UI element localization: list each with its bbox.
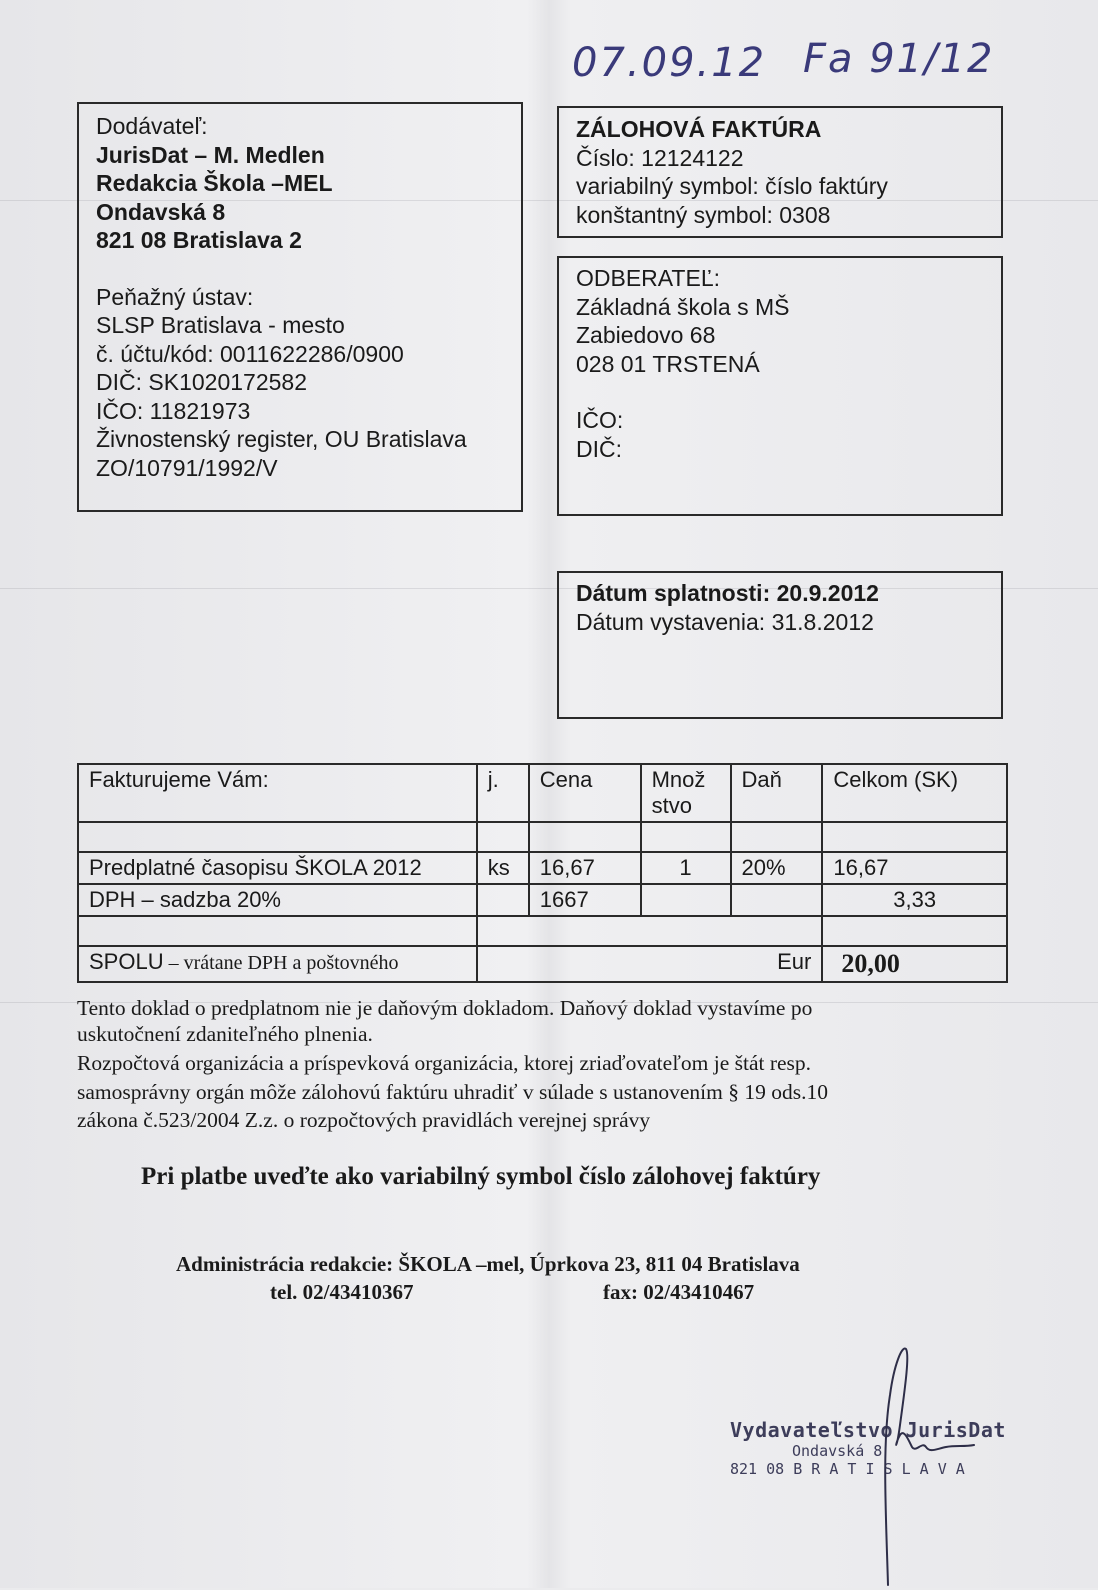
- bank-account: č. účtu/kód: 0011622286/0900: [96, 340, 404, 367]
- customer-box: [557, 256, 1003, 516]
- header-quantity: Množ stvo: [641, 764, 731, 822]
- customer-city: 028 01 TRSTENÁ: [576, 350, 760, 377]
- dates-box: [557, 571, 1003, 719]
- supplier-dic: DIČ: SK1020172582: [96, 369, 307, 395]
- supplier-street: Ondavská 8: [96, 198, 226, 225]
- header-unit: j.: [477, 764, 529, 822]
- cell-unit: [477, 884, 529, 916]
- table-total-row: [78, 946, 1007, 982]
- note-line: uskutočnení zdaniteľného plnenia.: [77, 1022, 373, 1046]
- total-note: – vrátane DPH a poštovného: [163, 952, 399, 974]
- cell-total: 16,67: [822, 852, 1007, 884]
- total-label: SPOLU: [89, 949, 164, 974]
- handwritten-ref: Fa 91/12: [803, 36, 995, 82]
- supplier-register: Živnostenský register, OU Bratislava: [96, 426, 467, 452]
- constant-symbol: konštantný symbol: 0308: [576, 201, 831, 228]
- customer-dic: DIČ:: [576, 435, 622, 462]
- customer-ico: IČO:: [576, 407, 624, 433]
- cell-price: 16,67: [529, 852, 641, 884]
- cell-description: Predplatné časopisu ŠKOLA 2012: [78, 852, 477, 884]
- note-line: zákona č.523/2004 Z.z. o rozpočtových pravidlách verejnej správy: [77, 1108, 651, 1132]
- cell-total: 3,33: [822, 884, 1007, 916]
- supplier-name: JurisDat – M. Medlen: [96, 141, 325, 168]
- cell-description: DPH – sadzba 20%: [78, 884, 477, 916]
- cell-tax: [731, 884, 823, 916]
- table-row-empty: [78, 822, 1007, 852]
- customer-street: Zabiedovo 68: [576, 322, 716, 348]
- stamp-line-3: 821 08 B R A T I S L A V A: [730, 1460, 965, 1478]
- table-row-empty: [78, 916, 1007, 946]
- cell-quantity: [641, 884, 731, 916]
- invoice-table: [77, 763, 1008, 983]
- payment-note: Pri platbe uveďte ako variabilný symbol číslo zálohovej faktúry: [141, 1163, 821, 1190]
- customer-name: Základná škola s MŠ: [576, 293, 790, 320]
- issue-date: Dátum vystavenia: 31.8.2012: [576, 608, 874, 635]
- supplier-ico: IČO: 11821973: [96, 397, 251, 424]
- table-row: [78, 852, 1007, 884]
- header-price: Cena: [529, 764, 641, 822]
- supplier-register-no: ZO/10791/1992/V: [96, 454, 278, 481]
- stamp-line-1: Vydavateľstvo JurisDat: [730, 1418, 1006, 1442]
- invoice-number: Číslo: 12124122: [576, 144, 744, 171]
- stamp-line-2: Ondavská 8: [792, 1442, 883, 1460]
- customer-label: ODBERATEĽ:: [576, 265, 720, 291]
- total-currency: Eur: [477, 946, 823, 982]
- admin-fax: fax: 02/43410467: [603, 1280, 755, 1304]
- due-date: Dátum splatnosti: 20.9.2012: [576, 580, 879, 606]
- invoice-header-box: [557, 106, 1003, 238]
- header-tax: Daň: [731, 764, 823, 822]
- cell-quantity: 1: [641, 852, 731, 884]
- admin-tel: tel. 02/43410367: [270, 1280, 414, 1304]
- invoice-title: ZÁLOHOVÁ FAKTÚRA: [576, 116, 822, 142]
- header-description: Fakturujeme Vám:: [78, 764, 477, 822]
- supplier-box: [77, 102, 523, 512]
- total-label-cell: [78, 946, 477, 982]
- signature-mark: [860, 1335, 990, 1590]
- header-total: Celkom (SK): [822, 764, 1007, 822]
- supplier-dept: Redakcia Škola –MEL: [96, 170, 333, 196]
- supplier-label: Dodávateľ:: [96, 113, 208, 139]
- cell-tax: 20%: [731, 852, 823, 884]
- handwritten-date: 07.09.12: [572, 40, 767, 86]
- admin-line: Administrácia redakcie: ŠKOLA –mel, Úprkova 23, 811 04 Bratislava: [176, 1252, 800, 1276]
- total-amount: 20,00: [822, 946, 1007, 982]
- note-line: Tento doklad o predplatnom nie je daňovým dokladom. Daňový doklad vystavíme po: [77, 996, 813, 1020]
- note-line: samosprávny orgán môže zálohovú faktúru uhradiť v súlade s ustanovením § 19 ods.10: [77, 1080, 828, 1104]
- cell-unit: ks: [477, 852, 529, 884]
- table-row: [78, 884, 1007, 916]
- cell-price: 1667: [529, 884, 641, 916]
- note-line: Rozpočtová organizácia a príspevková organizácia, ktorej zriaďovateľom je štát resp.: [77, 1051, 812, 1075]
- bank-label: Peňažný ústav:: [96, 283, 254, 310]
- supplier-city: 821 08 Bratislava 2: [96, 227, 302, 253]
- variable-symbol: variabilný symbol: číslo faktúry: [576, 173, 888, 199]
- bank-name: SLSP Bratislava - mesto: [96, 312, 345, 338]
- table-header-row: [78, 764, 1007, 822]
